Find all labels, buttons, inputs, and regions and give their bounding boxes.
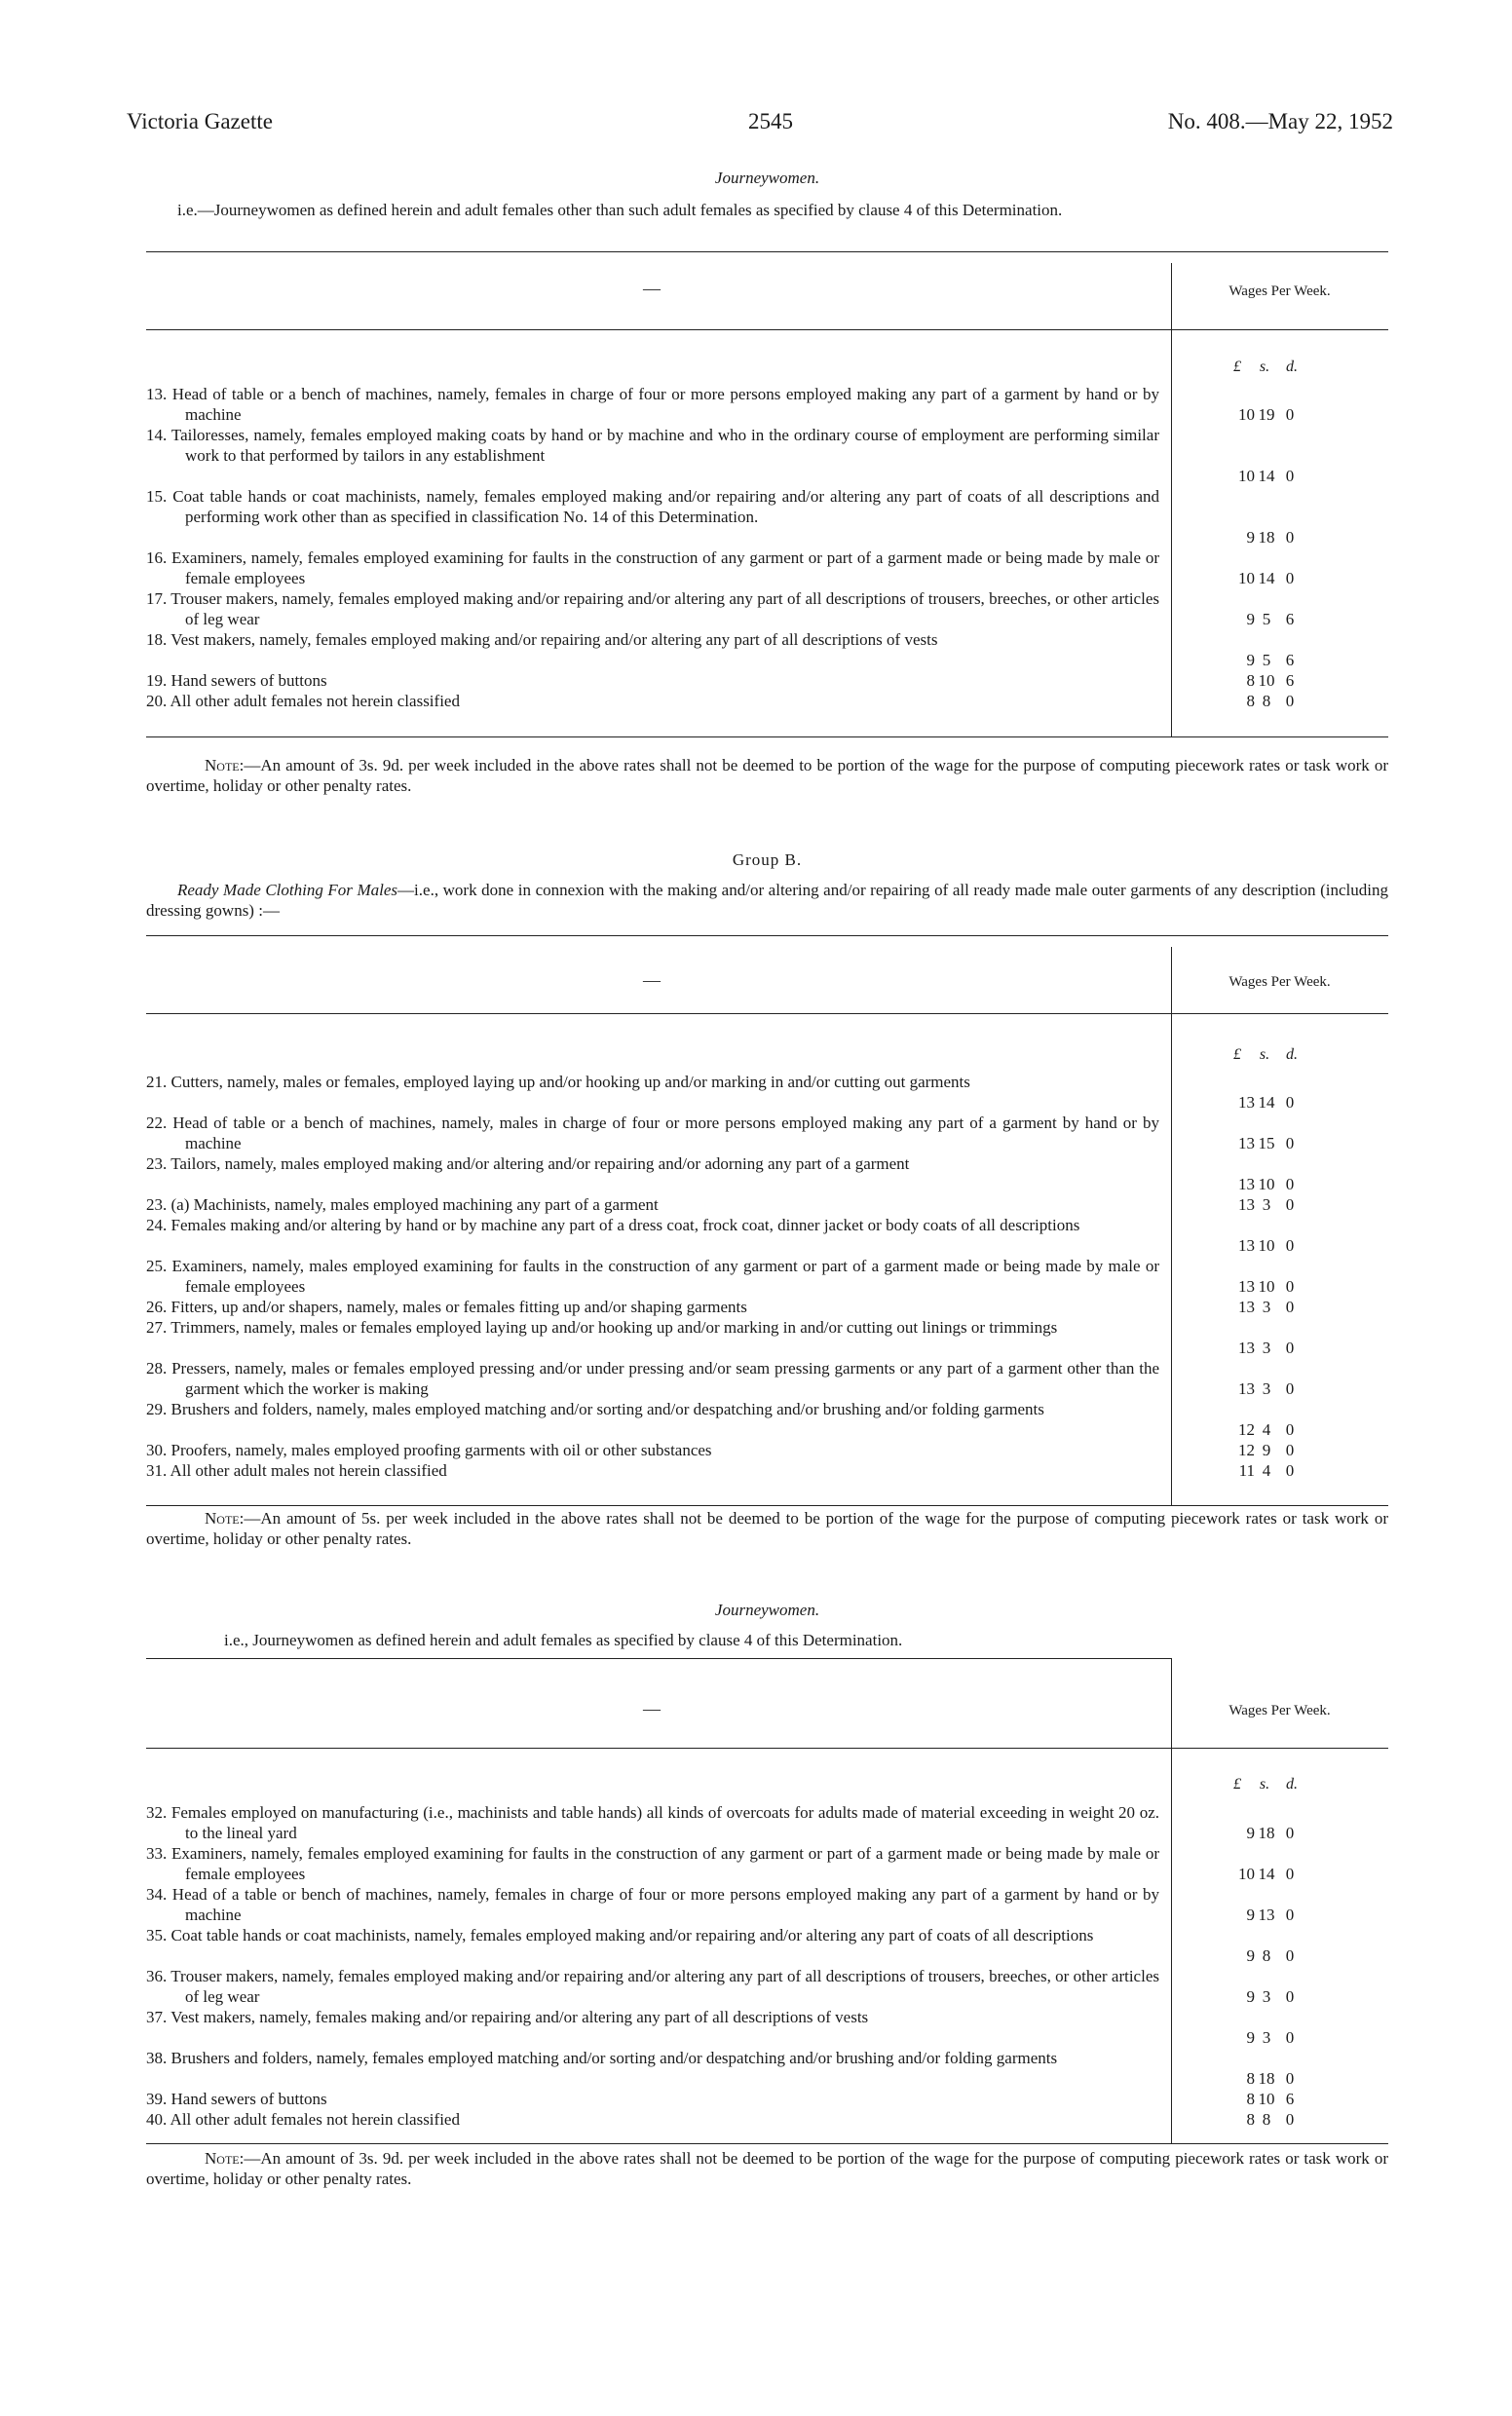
weekly-wage bbox=[1226, 1986, 1381, 2007]
classification-description: 20. All other adult females not herein classified bbox=[146, 692, 460, 710]
section-3-heading: Journeywomen. bbox=[714, 1601, 820, 1619]
wages-header: Wages Per Week. bbox=[1228, 1703, 1331, 1718]
table-row bbox=[146, 670, 1388, 691]
weekly-wage bbox=[1226, 404, 1381, 425]
section-3-intro: i.e., Journeywomen as defined herein and adult females as specified by clause 4 of this Determination. bbox=[224, 1631, 903, 1649]
wage-pence: 0 bbox=[1285, 569, 1295, 587]
weekly-wage bbox=[1226, 609, 1381, 629]
classification-description: 31. All other adult males not herein classified bbox=[146, 1461, 447, 1480]
table-row bbox=[146, 1215, 1388, 1256]
wage-shillings: 10 bbox=[1258, 671, 1275, 690]
wages-header: Wages Per Week. bbox=[1228, 283, 1331, 299]
table-row bbox=[146, 1440, 1388, 1460]
weekly-wage bbox=[1226, 1419, 1381, 1440]
wage-pence: 0 bbox=[1285, 1906, 1295, 1924]
note-label: Note bbox=[205, 756, 240, 774]
weekly-wage bbox=[1226, 1905, 1381, 1925]
table-row bbox=[146, 1802, 1388, 1843]
weekly-wage bbox=[1226, 691, 1381, 711]
pence-unit: d. bbox=[1286, 1776, 1298, 1793]
wage-pounds: 13 bbox=[1238, 1339, 1255, 1357]
wage-pounds: 13 bbox=[1238, 1175, 1255, 1193]
weekly-wage bbox=[1226, 1133, 1381, 1153]
weekly-wage bbox=[1226, 2027, 1381, 2048]
table-row bbox=[146, 588, 1388, 629]
weekly-wage bbox=[1226, 1235, 1381, 1256]
gazette-title: Victoria Gazette bbox=[127, 109, 273, 133]
wage-pounds: 9 bbox=[1246, 2028, 1255, 2047]
section-2-intro bbox=[146, 880, 1388, 921]
classification-description: 23. (a) Machinists, namely, males employed machining any part of a garment bbox=[146, 1195, 659, 1214]
description-header: — bbox=[643, 970, 661, 990]
note-label: Note bbox=[205, 2149, 240, 2168]
wage-pence: 6 bbox=[1285, 651, 1295, 669]
wage-shillings: 19 bbox=[1258, 405, 1275, 424]
table-rule bbox=[146, 1658, 1171, 1659]
table-row bbox=[146, 1358, 1388, 1399]
table-rule bbox=[146, 2143, 1388, 2144]
note-text: :—An amount of 3s. 9d. per week included in the above rates shall not be deemed to be portion of the wage for the purpose of computing piecework rates or task work or overtime, holiday or other penalty rates. bbox=[146, 2149, 1388, 2188]
wage-pounds: 8 bbox=[1246, 2090, 1255, 2108]
classification-description: 33. Examiners, namely, females employed examining for faults in the construction of any garment or part of a garment made or being made by male or female employees bbox=[146, 1844, 1159, 1883]
wage-pence: 0 bbox=[1285, 2069, 1295, 2088]
wage-shillings: 3 bbox=[1262, 1987, 1271, 2006]
wage-pounds: 8 bbox=[1246, 671, 1255, 690]
classification-description: 18. Vest makers, namely, females employed making and/or repairing and/or altering any part of all descriptions of vests bbox=[146, 630, 938, 649]
wage-shillings: 15 bbox=[1258, 1134, 1275, 1152]
table-row bbox=[146, 1884, 1388, 1925]
weekly-wage bbox=[1226, 1092, 1381, 1113]
classification-description: 32. Females employed on manufacturing (i.e., machinists and table hands) all kinds of overcoats for adults made of material exceeding in weight 20 oz. to the lineal yard bbox=[146, 1803, 1159, 1842]
classification-description: 30. Proofers, namely, males employed proofing garments with oil or other substances bbox=[146, 1441, 712, 1459]
wage-pounds: 11 bbox=[1238, 1461, 1255, 1480]
table-row bbox=[146, 1460, 1388, 1481]
wage-pence: 0 bbox=[1285, 1441, 1295, 1459]
shillings-unit: s. bbox=[1259, 1776, 1270, 1793]
wage-pence: 0 bbox=[1285, 1236, 1295, 1255]
wage-pence: 0 bbox=[1285, 467, 1295, 485]
table-row bbox=[146, 1194, 1388, 1215]
classification-description: 29. Brushers and folders, namely, males employed matching and/or sorting and/or despatching and/or brushing and/or folding garments bbox=[146, 1400, 1044, 1418]
wage-pence: 0 bbox=[1285, 528, 1295, 547]
table-row bbox=[146, 629, 1388, 670]
wage-pence: 6 bbox=[1285, 671, 1295, 690]
weekly-wage bbox=[1226, 2068, 1381, 2089]
wage-shillings: 5 bbox=[1262, 651, 1271, 669]
classification-description: 28. Pressers, namely, males or females employed pressing and/or under pressing and/or seam pressing garments or any part of a garment other than the garment which the worker is making bbox=[146, 1359, 1159, 1398]
currency-units bbox=[1226, 1046, 1381, 1064]
weekly-wage bbox=[1226, 1194, 1381, 1215]
table-row bbox=[146, 2048, 1388, 2089]
table-rule bbox=[146, 1748, 1388, 1749]
table-row bbox=[146, 2089, 1388, 2109]
wage-pounds: 9 bbox=[1246, 651, 1255, 669]
wage-pence: 0 bbox=[1285, 1298, 1295, 1316]
wage-shillings: 4 bbox=[1262, 1461, 1271, 1480]
wage-pounds: 9 bbox=[1246, 1987, 1255, 2006]
table-row bbox=[146, 1843, 1388, 1884]
wage-pence: 0 bbox=[1285, 1987, 1295, 2006]
classification-description: 14. Tailoresses, namely, females employed making coats by hand or by machine and who in the ordinary course of employment are performing similar work to that performed by tailors in any establishment bbox=[146, 426, 1159, 465]
wage-pounds: 13 bbox=[1238, 1195, 1255, 1214]
issue-date: No. 408.—May 22, 1952 bbox=[1167, 109, 1393, 133]
wage-pence: 0 bbox=[1285, 1175, 1295, 1193]
table-row bbox=[146, 1256, 1388, 1297]
wage-pounds: 13 bbox=[1238, 1298, 1255, 1316]
wage-pence: 0 bbox=[1285, 1339, 1295, 1357]
section-3-table bbox=[146, 1658, 1388, 2143]
classification-description: 35. Coat table hands or coat machinists, namely, females employed making and/or repairing and/or altering any part of coats of all descriptions bbox=[146, 1926, 1094, 1944]
weekly-wage bbox=[1226, 1338, 1381, 1358]
wage-pounds: 13 bbox=[1238, 1236, 1255, 1255]
weekly-wage bbox=[1226, 1864, 1381, 1884]
table-row bbox=[146, 1925, 1388, 1966]
table-row bbox=[146, 1153, 1388, 1194]
wage-shillings: 14 bbox=[1258, 1093, 1275, 1112]
section-2-note bbox=[146, 1508, 1388, 1549]
classification-description: 19. Hand sewers of buttons bbox=[146, 671, 327, 690]
wage-pounds: 13 bbox=[1238, 1277, 1255, 1296]
table-rule bbox=[146, 1505, 1388, 1506]
wage-pence: 0 bbox=[1285, 1093, 1295, 1112]
section-2-table bbox=[146, 935, 1388, 1505]
page-number: 2545 bbox=[748, 109, 793, 133]
wage-shillings: 10 bbox=[1258, 1277, 1275, 1296]
weekly-wage bbox=[1226, 1378, 1381, 1399]
wage-pence: 0 bbox=[1285, 2028, 1295, 2047]
table-row bbox=[146, 1297, 1388, 1317]
wage-pounds: 9 bbox=[1246, 610, 1255, 628]
table-row bbox=[146, 1072, 1388, 1113]
table-rule bbox=[146, 1013, 1388, 1014]
weekly-wage bbox=[1226, 1823, 1381, 1843]
wage-shillings: 8 bbox=[1262, 2110, 1271, 2129]
wage-pence: 6 bbox=[1285, 2090, 1295, 2108]
table-row bbox=[146, 547, 1388, 588]
wage-pence: 0 bbox=[1285, 1195, 1295, 1214]
section-1-table bbox=[146, 251, 1388, 736]
wage-shillings: 9 bbox=[1262, 1441, 1271, 1459]
table-row bbox=[146, 1113, 1388, 1153]
classification-description: 39. Hand sewers of buttons bbox=[146, 2090, 327, 2108]
intro-text: —i.e., work done in connexion with the making and/or altering and/or repairing of all ready made male outer garments of any description (including dressing gowns) :— bbox=[146, 881, 1388, 920]
wage-shillings: 10 bbox=[1258, 2090, 1275, 2108]
page-header bbox=[127, 109, 1393, 148]
classification-description: 27. Trimmers, namely, males or females employed laying up and/or hooking up and/or marking in and/or cutting out linings or trimmings bbox=[146, 1318, 1058, 1337]
classification-description: 40. All other adult females not herein classified bbox=[146, 2110, 460, 2129]
section-2-heading: Group B. bbox=[732, 850, 803, 869]
wage-pounds: 10 bbox=[1238, 467, 1255, 485]
wage-pounds: 9 bbox=[1246, 1824, 1255, 1842]
weekly-wage bbox=[1226, 1460, 1381, 1481]
weekly-wage bbox=[1226, 2089, 1381, 2109]
classification-description: 15. Coat table hands or coat machinists, namely, females employed making and/or repairing and/or altering any part of coats of all descriptions and performing work other than as specified in classification No. 14 of this Determination. bbox=[146, 487, 1159, 526]
wage-shillings: 3 bbox=[1262, 2028, 1271, 2047]
wage-pence: 0 bbox=[1285, 1461, 1295, 1480]
weekly-wage bbox=[1226, 568, 1381, 588]
wage-shillings: 13 bbox=[1258, 1906, 1275, 1924]
wage-shillings: 10 bbox=[1258, 1175, 1275, 1193]
wage-pence: 0 bbox=[1285, 1420, 1295, 1439]
section-1-note bbox=[146, 755, 1388, 796]
pence-unit: d. bbox=[1286, 1046, 1298, 1063]
wage-pounds: 10 bbox=[1238, 405, 1255, 424]
wage-shillings: 14 bbox=[1258, 569, 1275, 587]
weekly-wage bbox=[1226, 1174, 1381, 1194]
note-text: :—An amount of 3s. 9d. per week included in the above rates shall not be deemed to be portion of the wage for the purpose of computing piecework rates or task work or overtime, holiday or other penalty rates. bbox=[146, 756, 1388, 795]
classification-description: 21. Cutters, namely, males or females, employed laying up and/or hooking up and/or marking in and/or cutting out garments bbox=[146, 1073, 970, 1091]
wage-pounds: 13 bbox=[1238, 1379, 1255, 1398]
note-label: Note bbox=[205, 1509, 240, 1528]
shillings-unit: s. bbox=[1259, 1046, 1270, 1063]
shillings-unit: s. bbox=[1259, 359, 1270, 375]
table-row bbox=[146, 691, 1388, 711]
table-row bbox=[146, 486, 1388, 547]
table-rule bbox=[146, 736, 1388, 737]
section-3-note bbox=[146, 2148, 1388, 2189]
wage-shillings: 3 bbox=[1262, 1195, 1271, 1214]
weekly-wage bbox=[1226, 466, 1381, 486]
wage-pounds: 9 bbox=[1246, 1906, 1255, 1924]
wage-pounds: 10 bbox=[1238, 569, 1255, 587]
description-header: — bbox=[643, 1699, 661, 1718]
currency-units bbox=[1226, 359, 1381, 376]
wage-pence: 0 bbox=[1285, 405, 1295, 424]
pence-unit: d. bbox=[1286, 359, 1298, 375]
wage-shillings: 3 bbox=[1262, 1339, 1271, 1357]
wage-shillings: 5 bbox=[1262, 610, 1271, 628]
wage-pounds: 8 bbox=[1246, 692, 1255, 710]
wage-pounds: 9 bbox=[1246, 1946, 1255, 1965]
table-rule bbox=[146, 329, 1388, 330]
classification-description: 34. Head of a table or bench of machines, namely, females in charge of four or more persons employed making any part of a garment by hand or by machine bbox=[146, 1885, 1159, 1924]
wage-pounds: 12 bbox=[1238, 1441, 1255, 1459]
table-row bbox=[146, 1399, 1388, 1440]
description-header: — bbox=[643, 279, 661, 298]
table-row bbox=[146, 2109, 1388, 2130]
weekly-wage bbox=[1226, 2109, 1381, 2130]
wage-shillings: 18 bbox=[1258, 528, 1275, 547]
weekly-wage bbox=[1226, 670, 1381, 691]
currency-units bbox=[1226, 1776, 1381, 1793]
wage-shillings: 8 bbox=[1262, 692, 1271, 710]
classification-description: 22. Head of table or a bench of machines, namely, males in charge of four or more persons employed making any part of a garment by hand or by machine bbox=[146, 1114, 1159, 1152]
wage-shillings: 14 bbox=[1258, 1865, 1275, 1883]
wage-shillings: 4 bbox=[1262, 1420, 1271, 1439]
weekly-wage bbox=[1226, 527, 1381, 547]
wage-pence: 0 bbox=[1285, 692, 1295, 710]
wage-shillings: 3 bbox=[1262, 1379, 1271, 1398]
note-text: :—An amount of 5s. per week included in the above rates shall not be deemed to be portion of the wage for the purpose of computing piecework rates or task work or overtime, holiday or other penalty rates. bbox=[146, 1509, 1388, 1548]
wage-pence: 0 bbox=[1285, 1865, 1295, 1883]
wage-shillings: 3 bbox=[1262, 1298, 1271, 1316]
wage-pence: 0 bbox=[1285, 2110, 1295, 2129]
wage-shillings: 18 bbox=[1258, 2069, 1275, 2088]
table-row bbox=[146, 1966, 1388, 2007]
weekly-wage bbox=[1226, 1440, 1381, 1460]
intro-title: Ready Made Clothing For Males bbox=[177, 881, 398, 899]
wage-pounds: 13 bbox=[1238, 1093, 1255, 1112]
wage-pence: 0 bbox=[1285, 1946, 1295, 1965]
wages-header: Wages Per Week. bbox=[1228, 974, 1331, 990]
weekly-wage bbox=[1226, 1297, 1381, 1317]
pounds-unit: £ bbox=[1233, 359, 1241, 375]
table-row bbox=[146, 425, 1388, 486]
wage-pence: 0 bbox=[1285, 1824, 1295, 1842]
wage-shillings: 14 bbox=[1258, 467, 1275, 485]
weekly-wage bbox=[1226, 650, 1381, 670]
pounds-unit: £ bbox=[1233, 1776, 1241, 1793]
wage-shillings: 18 bbox=[1258, 1824, 1275, 1842]
classification-description: 13. Head of table or a bench of machines, namely, females in charge of four or more persons employed making any part of a garment by hand or by machine bbox=[146, 385, 1159, 424]
classification-description: 26. Fitters, up and/or shapers, namely, males or females fitting up and/or shaping garments bbox=[146, 1298, 747, 1316]
wage-pounds: 13 bbox=[1238, 1134, 1255, 1152]
wage-pounds: 9 bbox=[1246, 528, 1255, 547]
wage-shillings: 10 bbox=[1258, 1236, 1275, 1255]
classification-description: 38. Brushers and folders, namely, females employed matching and/or sorting and/or despatching and/or brushing and/or folding garments bbox=[146, 2049, 1058, 2067]
classification-description: 16. Examiners, namely, females employed examining for faults in the construction of any garment or part of a garment made or being made by male or female employees bbox=[146, 548, 1159, 587]
wage-pounds: 10 bbox=[1238, 1865, 1255, 1883]
wage-pounds: 12 bbox=[1238, 1420, 1255, 1439]
weekly-wage bbox=[1226, 1945, 1381, 1966]
classification-description: 37. Vest makers, namely, females making and/or repairing and/or altering any part of all descriptions of vests bbox=[146, 2008, 869, 2026]
table-rule bbox=[146, 935, 1388, 936]
wage-shillings: 8 bbox=[1262, 1946, 1271, 1965]
classification-description: 24. Females making and/or altering by hand or by machine any part of a dress coat, frock coat, dinner jacket or body coats of all descriptions bbox=[146, 1216, 1080, 1234]
wage-pence: 0 bbox=[1285, 1134, 1295, 1152]
table-row bbox=[146, 1317, 1388, 1358]
weekly-wage bbox=[1226, 1276, 1381, 1297]
table-row bbox=[146, 384, 1388, 425]
wage-pounds: 8 bbox=[1246, 2069, 1255, 2088]
section-1-intro: i.e.—Journeywomen as defined herein and adult females other than such adult females as specified by clause 4 of this Determination. bbox=[177, 201, 1063, 219]
wage-pence: 0 bbox=[1285, 1277, 1295, 1296]
table-row bbox=[146, 2007, 1388, 2048]
classification-description: 25. Examiners, namely, males employed examining for faults in the construction of any garment or part of a garment made or being made by male or female employees bbox=[146, 1257, 1159, 1296]
classification-description: 17. Trouser makers, namely, females employed making and/or repairing and/or altering any part of all descriptions of trousers, breeches, or other articles of leg wear bbox=[146, 589, 1159, 628]
classification-description: 23. Tailors, namely, males employed making and/or altering and/or repairing and/or adorning any part of a garment bbox=[146, 1154, 910, 1173]
classification-description: 36. Trouser makers, namely, females employed making and/or repairing and/or altering any part of all descriptions of trousers, breeches, or other articles of leg wear bbox=[146, 1967, 1159, 2006]
wage-pounds: 8 bbox=[1246, 2110, 1255, 2129]
wage-pence: 0 bbox=[1285, 1379, 1295, 1398]
pounds-unit: £ bbox=[1233, 1046, 1241, 1063]
table-rule bbox=[146, 251, 1388, 252]
section-1-heading: Journeywomen. bbox=[714, 169, 820, 187]
wage-pence: 6 bbox=[1285, 610, 1295, 628]
